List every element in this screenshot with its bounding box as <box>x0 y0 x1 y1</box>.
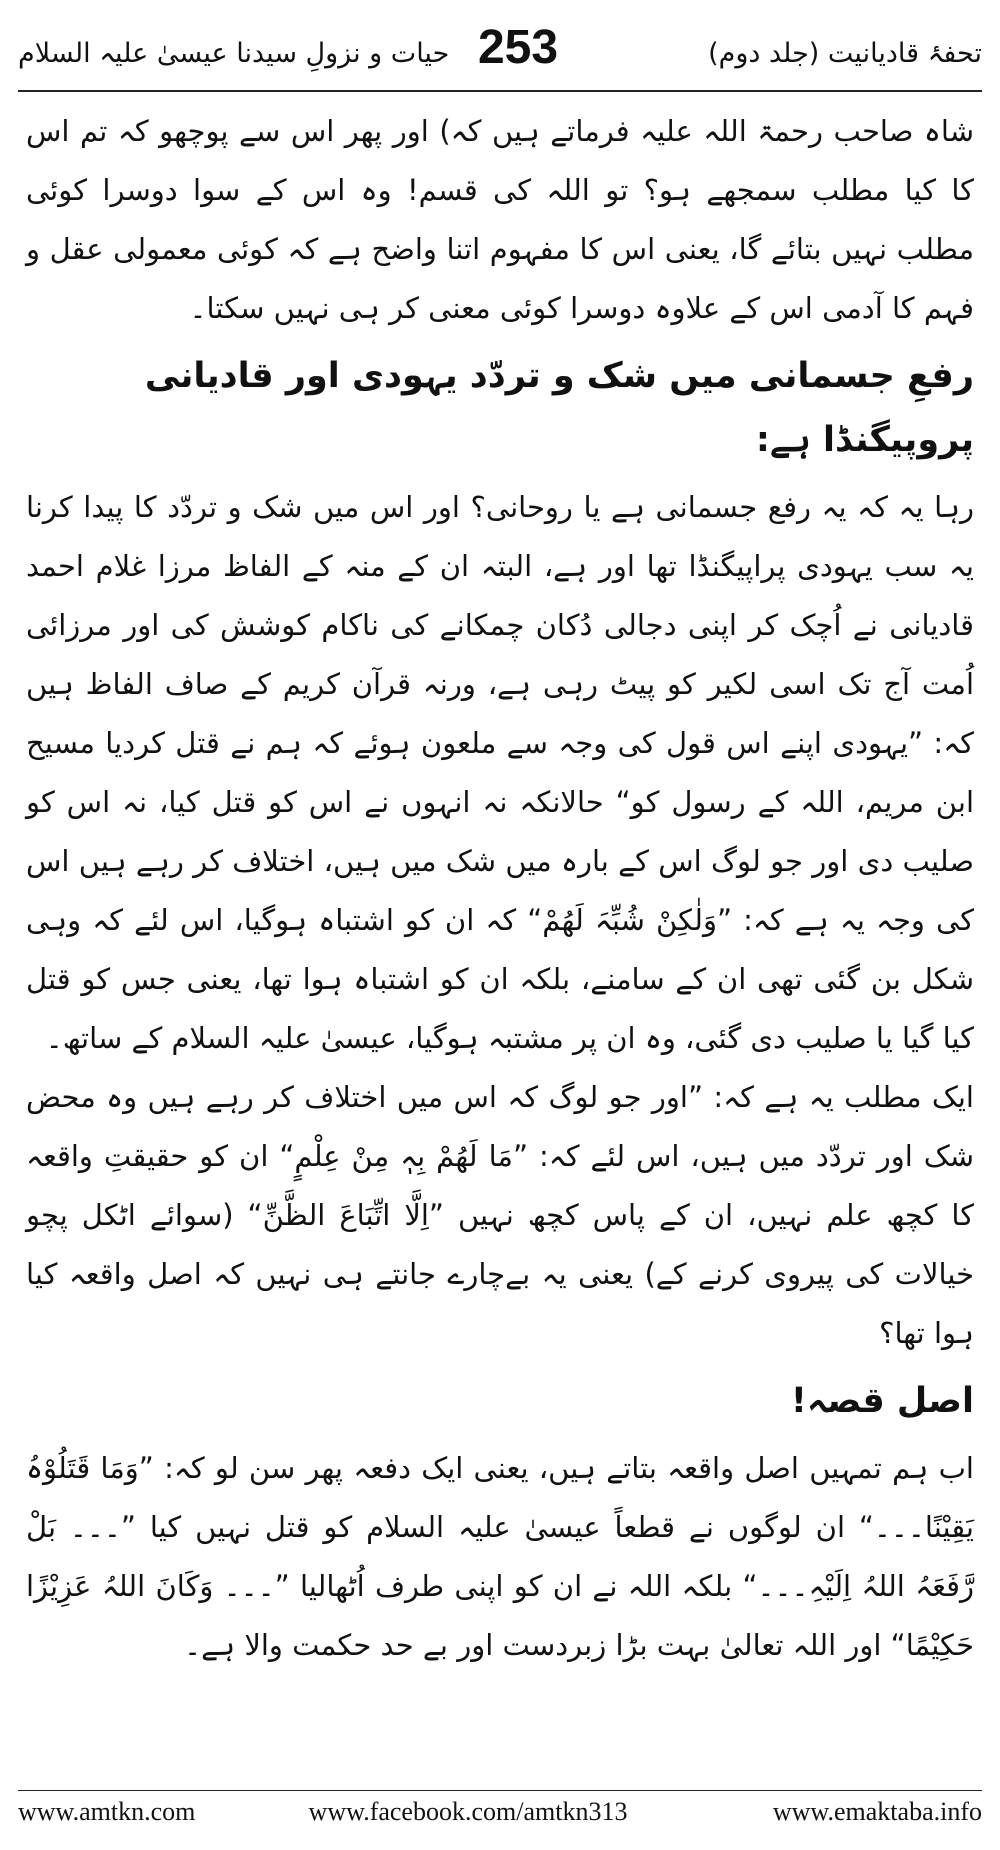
page-body <box>26 102 974 1762</box>
paragraph-3: ایک مطلب یہ ہے کہ: ”اور جو لوگ کہ اس میں اختلاف کر رہے ہیں وہ محض شک اور تردّد میں ہیں، اس لئے کہ: ”مَا لَھُمْ بِہٖ مِنْ عِلْمٍ“ ان کو حقیقتِ واقعہ کا کچھ علم نہیں، ان کے پاس کچھ نہیں ”اِلَّا اتِّبَاعَ الظَّنِّ“ (سوائے اٹکل پچو خیالات کی پیروی کرنے کے) یعنی یہ بےچارے جانتے ہی نہیں کہ اصل واقعہ کیا ہوا تھا؟ <box>26 1080 974 1350</box>
page-footer <box>18 1790 982 1831</box>
footer-link-emaktaba[interactable]: www.emaktaba.info <box>772 1797 982 1826</box>
paragraph-1: شاہ صاحب رحمۃ اللہ علیہ فرماتے ہیں کہ) اور پھر اس سے پوچھو کہ تم اس کا کیا مطلب سمجھے ہو؟ تو اللہ کی قسم! وہ اس کے سوا دوسرا کوئی مطلب نہیں بتائے گا، یعنی اس کا مفہوم اتنا واضح ہے کہ کوئی معمولی عقل و فہم کا آدمی اس کے علاوہ دوسرا کوئی معنی کر ہی نہیں سکتا۔ <box>26 114 974 325</box>
paragraph-2: رہا یہ کہ یہ رفع جسمانی ہے یا روحانی؟ اور اس میں شک و تردّد کا پیدا کرنا یہ سب یہودی پراپیگنڈا تھا اور ہے، البتہ ان کے منہ کے الفاظ مرزا غلام احمد قادیانی نے اُچک کر اپنی دجالی دُکان چمکانے کی ناکام کوشش کی اور مرزائی اُمت آج تک اسی لکیر کو پیٹ رہی ہے، ورنہ قرآن کریم کے صاف الفاظ ہیں کہ: ”یہودی اپنے اس قول کی وجہ سے ملعون ہوئے کہ ہم نے قتل کردیا مسیح ابن مریم، اللہ کے رسول کو“ حالانکہ نہ انہوں نے اس کو قتل کیا، نہ اس کو صلیب دی اور جو لوگ اس کے بارہ میں شک میں ہیں، اختلاف کر رہے ہیں اس کی وجہ یہ ہے کہ: ”وَلٰکِنْ شُبِّہَ لَھُمْ“ کہ ان کو اشتباہ ہوگیا، اس لئے کہ وہی شکل بن گئی تھی ان کے سامنے، بلکہ ان کو اشتباہ ہوا تھا، یعنی جس کو قتل کیا گیا یا صلیب دی گئی، وہ ان پر مشتبہ ہوگیا، عیسیٰ علیہ السلام کے ساتھ۔ <box>26 490 974 1055</box>
page-header <box>18 20 982 92</box>
page-number: 253 <box>477 21 559 74</box>
chapter-title: حیات و نزولِ سیدنا عیسیٰ علیہ السلام <box>18 38 450 69</box>
book-title: تحفۂ قادیانیت (جلد دوم) <box>708 38 982 69</box>
section-heading-raf-jismani: رفعِ جسمانی میں شک و تردّد یہودی اور قادیانی پروپیگنڈا ہے: <box>144 356 974 460</box>
section-heading-asl-qissa: اصل قصہ! <box>790 1381 974 1421</box>
footer-link-amtkn[interactable]: www.amtkn.com <box>18 1797 196 1826</box>
footer-link-facebook[interactable]: www.facebook.com/amtkn313 <box>308 1797 628 1826</box>
paragraph-4: اب ہم تمہیں اصل واقعہ بتاتے ہیں، یعنی ایک دفعہ پھر سن لو کہ: ”وَمَا قَتَلُوْہُ یَقِیْنًا۔۔۔“ ان لوگوں نے قطعاً عیسیٰ علیہ السلام کو قتل نہیں کیا ”۔۔۔ بَلْ رَّفَعَہُ اللہُ اِلَیْہِ۔۔۔“ بلکہ اللہ نے ان کو اپنی طرف اُٹھالیا ”۔۔۔ وَکَانَ اللہُ عَزِیْزًا حَکِیْمًا“ اور اللہ تعالیٰ بہت بڑا زبردست اور بے حد حکمت والا ہے۔ <box>26 1451 974 1662</box>
